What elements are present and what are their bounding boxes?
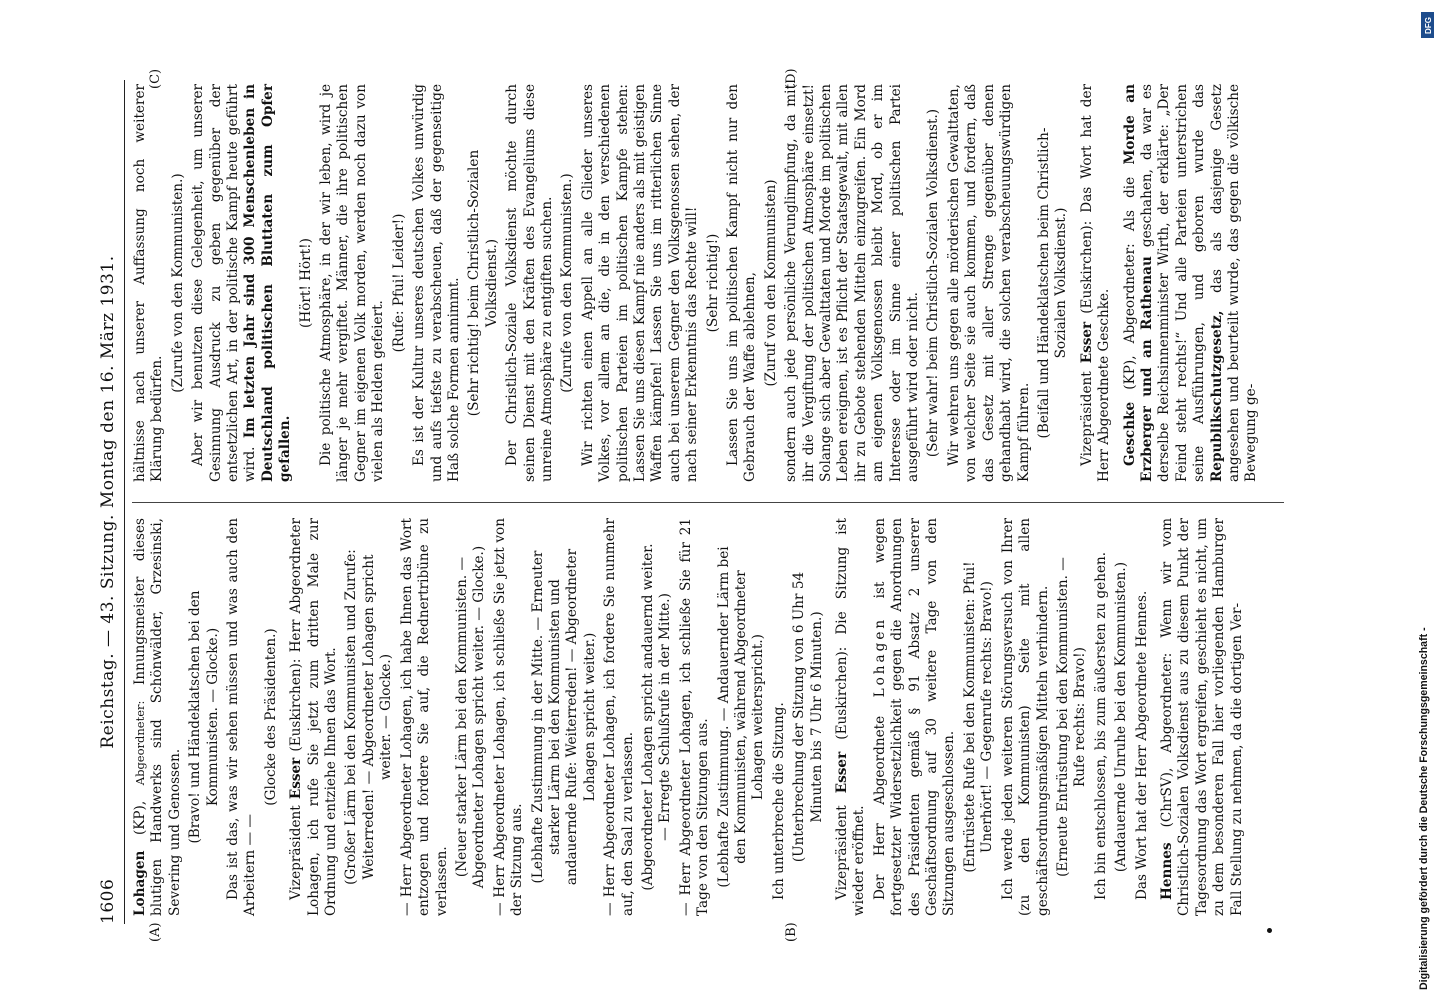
digitization-credit [1416,10,1434,990]
interjection: (Sehr richtig!) [704,233,721,333]
paragraph: Die politische Atmosphäre, in der wir leben, wird je länger je mehr vergiftet. Männer, die ihre politischen Gegner im eigenen Volk morden, werden noch dazu von vielen als Helden gefeiert. [318,84,387,482]
header-rule [124,80,125,924]
interjection: (Entrüstete Rufe bei den Kommunisten: Pfui! Unerhört! — Gegenrufe rechts: Bravo!) [961,561,996,873]
paragraph: Das ist das, was wir sehen müssen und was auch den Arbeitern — — [225,518,259,916]
paragraph: sondern auch jede persönliche Verunglimpfung, da mit ihr die Vergiftung der politischen Atmosphäre einsetzt! Solange sich aber Gewalttaten und Morde im politischen Leben ereignen, ist es Pflicht der Staatsgewalt, mit allen ihr zu Gebote stehenden Mitteln einzugreifen. Ein Mord am eigenen Volksgenossen bleibt Mord, ob er im Interesse oder im Sinne einer politischen Partei ausgeführt wird oder nicht. [783,84,922,482]
paragraph: — Herr Abgeordneter Lohagen, ich habe Ihnen das Wort entzogen und fordere Sie auf, die Rednertribüne zu verlassen. [398,518,450,916]
paragraph: Vizepräsident Esser (Euskirchen): Das Wort hat der Herr Abgeordnete Geschke. [1078,83,1113,482]
paragraph: Der Christlich-Soziale Volksdienst möchte durch seinen Dienst mit den Kräften des Evangeliums diese unreine Atmosphäre zu entgiften suchen. [504,84,555,482]
paragraph: Hennes (ChrSV), Abgeordneter: Wenn wir vom Christlich-Sozialen Volksdienst aus zu diesem Punkt der Tagesordnung das Wort ergreifen, geschieht es nicht, um zu dem besonderen Fall hier vorliegenden Hamburger Fall Stellung zu nehmen, da die dortigen Ver- [1158,518,1245,916]
speaker-name: Hennes [1158,842,1175,900]
interjection: (Glocke des Präsidenten.) [262,628,279,806]
paragraph: Das Wort hat der Herr Abgeordnete Hennes. [1133,590,1150,900]
speaker-name: Geschke [1121,401,1138,466]
paragraph: Vizepräsident Esser (Euskirchen): Herr Abgeordneter Lohagen, ich rufe Sie jetzt zum dritten Male zur Ordnung und entziehe Ihnen das Wort. [288,517,340,916]
interjection: (Hört! Hört!) [297,238,314,328]
interjection: (Unterbrechung der Sitzung von 6 Uhr 54 Minuten bis 7 Uhr 6 Minuten.) [791,571,825,863]
paragraph: Geschke (KP), Abgeordneter: Als die Morde an Erzberger und an Rathenau geschahen, da war es derselbe Reichsinnenminister Wirth, der erklärte: „Der Feind steht rechts!“ Und alle Parteien unterstrichen seine Ausführungen, und geboren wurde das Republikschutzgesetz, das als dasjenige Gesetz angesehen und beurteilt wurde, das gegen die völkische Bewegung ge- [1121,84,1260,482]
interjection: (Neuer starker Lärm bei den Kommunisten. — Abgeordneter Lohagen spricht weiter. — Glocke.) [453,545,488,889]
paragraph: Lohagen (KP), Abgeordneter: Innungsmeister dieses blutigen Handwerks sind Schönwälder, Grzesinski, Severing und Genossen. [132,517,183,916]
paragraph: hältnisse nach unserer Auffassung noch weiterer Klärung bedürfen. [132,84,166,482]
paragraph: Vizepräsident Esser (Euskirchen): Die Sitzung ist wieder eröffnet. [834,517,868,916]
speaker-name: Esser [288,757,305,800]
interjection: (Zurufe von den Kommunisten.) [169,173,186,393]
right-column [132,84,1264,482]
interjection: (Sehr wahr! beim Christlich-Sozialen Volksdienst.) [925,108,942,458]
paragraph: — Herr Abgeordneter Lohagen, ich schließe Sie jetzt von der Sitzung aus. [491,518,526,916]
running-title: Reichstag. — 43. Sitzung. Montag den 16. März 1931. [98,255,118,749]
margin-marker-a: (A) [148,922,163,942]
paragraph: Ich bin entschlossen, bis zum äußersten zu gehen. [1092,551,1109,900]
margin-marker-c: (C) [148,68,163,89]
document-page [84,62,1304,942]
paragraph: Ich werde jeden weiteren Störungsversuch von Ihrer (zu den Kommunisten) Seite mit allen geschäftsordnungsmäßigen Mitteln verhindern. [999,518,1051,916]
column-divider [132,502,1284,503]
paragraph: Aber wir benutzen diese Gelegenheit, um unserer Gesinnung Ausdruck zu geben gegenüber der entsetzlichen Art, in der politische Kampf heute geführt wird. Im letzten Jahr sind 300 Menschenleben in Deutschland politischen Bluttaten zum Opfer gefallen. [190,84,294,482]
margin-marker-b: (B) [784,922,799,942]
dfg-logo-icon: DFG [1421,12,1434,38]
interjection: (Zurufe von den Kommunisten.) [559,173,576,393]
interjection: (Erneute Entrüstung bei den Kommunisten. — Rufe rechts: Bravo!) [1054,557,1089,877]
interjection: (Zuruf von den Kommunisten) [762,179,779,387]
speaker-name: Esser [834,751,851,794]
interjection: (Großer Lärm bei den Kommunisten und Zurufe: Weiterreden! — Abgeordneter Lohagen spricht weiter. — Glocke.) [343,549,395,885]
scan-speck [1267,928,1272,933]
speaker-name: Lohagen [132,850,148,916]
left-column [132,518,1249,916]
paragraph: Der Herr Abgeordnete Lohagen ist wegen fortgesetzter Widersetzlichkeit gegen die Anordnungen des Präsidenten gemäß § 91 Absatz 2 unserer Geschäftsordnung auf 30 weitere Tage von den Sitzungen ausgeschlossen. [871,517,958,916]
speaker-name: Esser [1078,321,1095,364]
interjection: (Andauernde Unruhe bei den Kommunisten.) [1113,561,1130,873]
interjection: (Rufe: Pfui! Leider!) [390,213,407,353]
credit-text: Digitalisierung gefördert durch die Deutsche Forschungsgemeinschaft - [1418,627,1430,990]
interjection: (Bravo! und Händeklatschen bei den Kommunisten. — Glocke.) [187,590,221,844]
paragraph: Ich unterbreche die Sitzung. [770,702,787,900]
paragraph: — Herr Abgeordneter Lohagen, ich schließe Sie für 21 Tage von den Sitzungen aus. [677,518,712,916]
interjection: (Beifall und Händeklatschen beim Christlich-Sozialen Volksdienst.) [1035,127,1070,439]
margin-marker-d: (D) [784,68,799,89]
paragraph: — Herr Abgeordneter Lohagen, ich fordere Sie nunmehr auf, den Saal zu verlassen. [602,518,636,916]
paragraph: Wir wehren uns gegen alle mörderischen Gewalttaten, von welcher Seite sie auch kommen, und fordern, daß das Gesetz mit aller Strenge gegenüber denen gehandhabt wird, die solchen verabscheuungswürdigen Kampf führen. [945,84,1032,482]
paragraph: Lassen Sie uns im politischen Kampf nicht nur den Gebrauch der Waffe ablehnen, [725,84,759,482]
page-number: 1606 [98,878,118,924]
page-header [98,80,122,924]
interjection: (Sehr richtig! beim Christlich-Sozialen Volksdienst.) [466,149,500,417]
paragraph: Wir richten einen Appell an alle Glieder unseres Volkes, vor allem an die, die in den verschiedenen politischen Parteien im politischen Kampfe stehen: Lassen Sie uns diesen Kampf nie anders als mit geistigen Waffen kämpfen! Lassen Sie uns im ritterlichen Sinne auch bei unserem Gegner den Volksgenossen sehen, der nach seiner Erkenntnis das Rechte will! [579,84,701,482]
interjection: (Lebhafte Zustimmung in der Mitte. — Erneuter starker Lärm bei den Kommunisten und andauernde Rufe: Weiterreden! — Abgeordneter Lohagen spricht weiter.) [529,548,598,886]
interjection: (Abgeordneter Lohagen spricht andauernd weiter. — Erregte Schlußrufe in der Mitte.) [639,543,674,891]
interjection: (Lebhafte Zustimmung. — Andauernder Lärm bei den Kommunisten, während Abgeordneter Lohagen weiterspricht.) [715,546,767,888]
paragraph: Es ist der Kultur unseres deutschen Volkes unwürdig und aufs tiefste zu verabscheuen, daß der gegenseitige Haß solche Formen annimmt. [411,84,462,482]
